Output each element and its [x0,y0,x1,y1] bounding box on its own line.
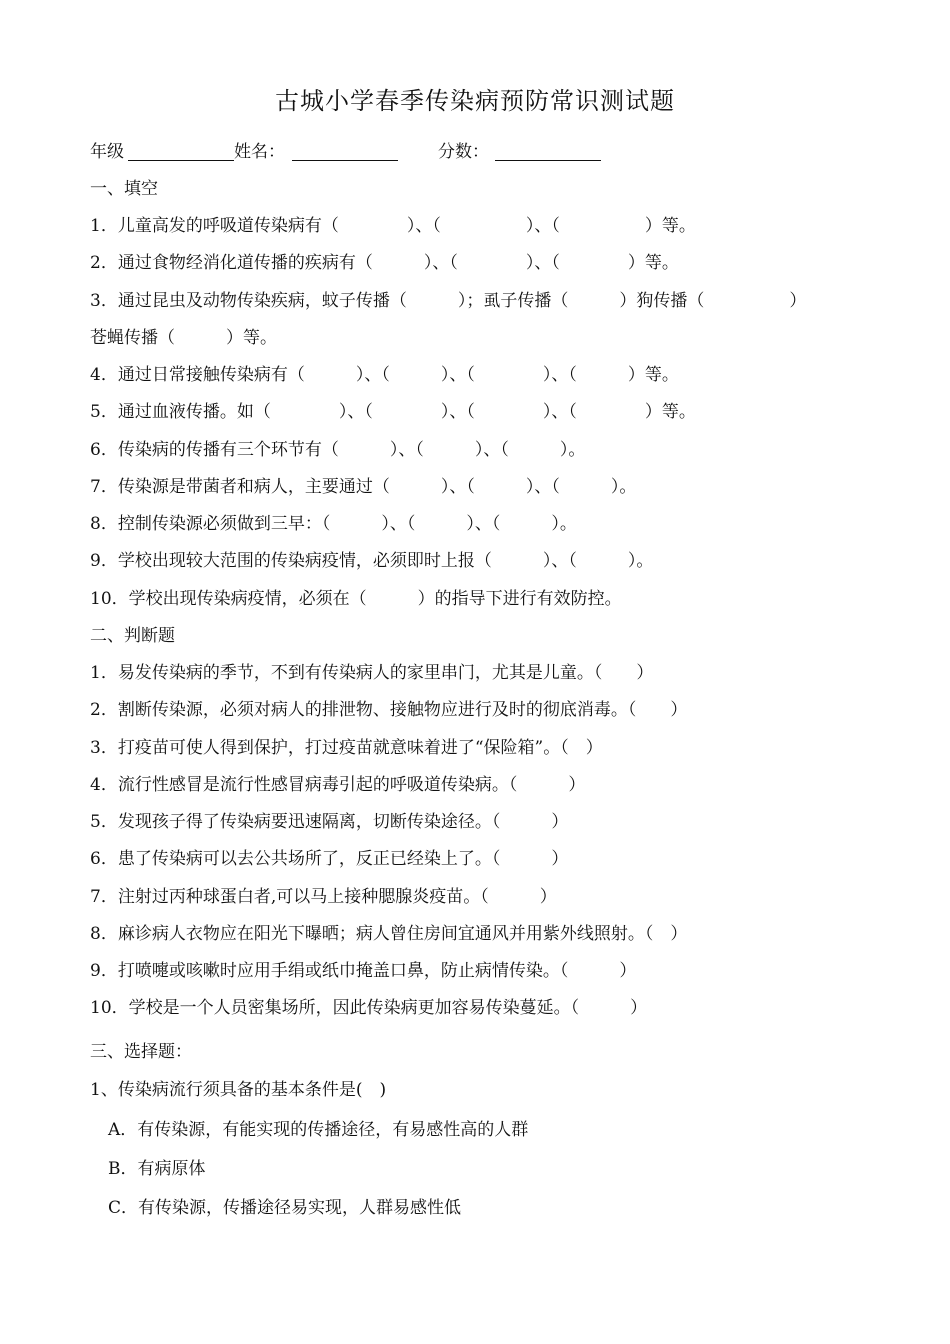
judge-question-10: 10．学校是一个人员密集场所，因此传染病更加容易传染蔓延。（ ） [90,998,648,1018]
fill-question-10: 10．学校出现传染病疫情，必须在（ ）的指导下进行有效防控。 [90,589,622,609]
fill-question-8: 8．控制传染源必须做到三早：（ ）、（ ）、（ ）。 [90,514,577,534]
judge-question-9: 9．打喷嚏或咳嗽时应用手绢或纸巾掩盖口鼻，防止病情传染。（ ） [90,961,637,981]
grade-blank[interactable] [128,160,234,161]
choice-option-b: B．有病原体 [108,1159,206,1179]
grade-label: 年级 [90,142,124,162]
judge-question-3: 3．打疫苗可使人得到保护，打过疫苗就意味着进了“保险箱”。（ ） [90,738,603,758]
score-label: 分数： [438,142,489,162]
choice-option-c: C．有传染源，传播途径易实现，人群易感性低 [108,1198,462,1218]
page-title: 古城小学春季传染病预防常识测试题 [275,87,675,115]
section-fill-heading: 一、填空 [90,179,158,199]
choice-question-1: 1、传染病流行须具备的基本条件是( ) [90,1080,387,1100]
fill-question-5: 5．通过血液传播。如（ ）、（ ）、（ ）、（ ）等。 [90,402,696,422]
judge-question-2: 2．割断传染源，必须对病人的排泄物、接触物应进行及时的彻底消毒。（ ） [90,700,688,720]
fill-question-7: 7．传染源是带菌者和病人，主要通过（ ）、（ ）、（ ）。 [90,477,637,497]
fill-question-9: 9．学校出现较大范围的传染病疫情，必须即时上报（ ）、（ ）。 [90,551,654,571]
fill-question-4: 4．通过日常接触传染病有（ ）、（ ）、（ ）、（ ）等。 [90,365,679,385]
fill-question-6: 6．传染病的传播有三个环节有（ ）、（ ）、（ ）。 [90,440,586,460]
section-judge-heading: 二、判断题 [90,626,175,646]
fill-question-3: 3．通过昆虫及动物传染疾病，蚊子传播（ ）；虱子传播（ ）狗传播（ ） [90,291,807,311]
fill-question-1: 1．儿童高发的呼吸道传染病有（ ）、（ ）、（ ）等。 [90,216,696,236]
fill-question-2: 2．通过食物经消化道传播的疾病有（ ）、（ ）、（ ）等。 [90,253,679,273]
name-blank[interactable] [292,160,398,161]
judge-question-4: 4．流行性感冒是流行性感冒病毒引起的呼吸道传染病。（ ） [90,775,586,795]
name-label: 姓名： [234,142,285,162]
fill-question-3-cont: 苍蝇传播（ ）等。 [90,328,277,348]
judge-question-6: 6．患了传染病可以去公共场所了，反正已经染上了。（ ） [90,849,569,869]
judge-question-1: 1．易发传染病的季节，不到有传染病人的家里串门，尤其是儿童。（ ） [90,663,654,683]
section-choice-heading: 三、选择题： [90,1042,192,1062]
choice-option-a: A．有传染源，有能实现的传播途径，有易感性高的人群 [108,1120,529,1140]
judge-question-7: 7．注射过丙种球蛋白者,可以马上接种腮腺炎疫苗。（ ） [90,887,557,907]
score-blank[interactable] [495,160,601,161]
judge-question-5: 5．发现孩子得了传染病要迅速隔离，切断传染途径。（ ） [90,812,569,832]
judge-question-8: 8．麻诊病人衣物应在阳光下曝晒；病人曾住房间宜通风并用紫外线照射。（ ） [90,924,688,944]
